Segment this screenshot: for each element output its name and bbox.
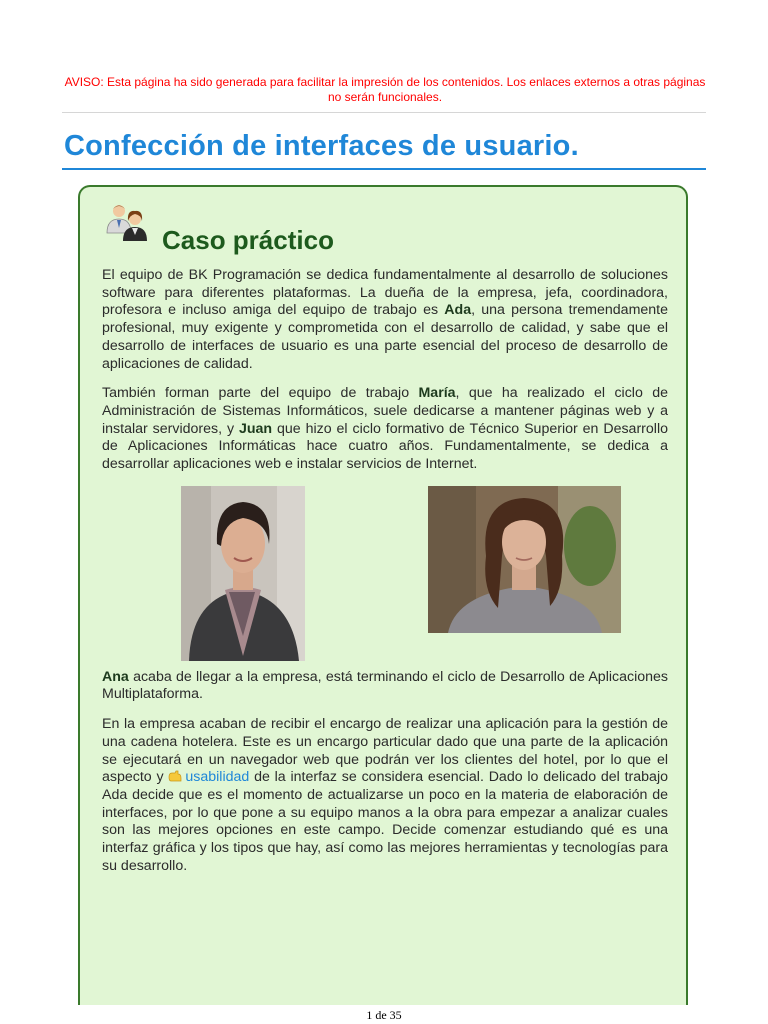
paragraph-2 [102,385,668,474]
paragraph-text: que hizo el ciclo formativo de Técnico Superior en Desarrollo de Aplicaciones Informáticas hace cuatro años. Fundamentalmente, se dedica a desarrollar aplicaciones web e instalar servicios de Internet. [102,420,668,473]
paragraph-text: de la interfaz se considera esencial. Dado lo delicado del trabajo Ada decide que es el momento de actualizarse un poco en la materia de elaboración de interfaces, por lo que pone a su equipo manos a la obra para empezar a analizar cuales son las mejores opciones en este campo. Decide comenzar estudiando qué es una interfaz gráfica y los tipos que hay, así como las mejores herramientas y tecnologías para su desarrollo. [102,769,668,874]
paragraph-text: acaba de llegar a la empresa, está terminando el ciclo de Desarrollo de Aplicaciones Multiplataforma. [102,668,668,703]
page-number: 1 de 35 [366,1008,402,1022]
top-divider [62,112,706,113]
title-underline [62,168,706,170]
caso-practico-body [102,267,668,887]
paragraph-3 [102,669,668,704]
paragraph-text: En la empresa acaban de recibir el encargo de realizar una aplicación para la gestión de una cadena hotelera. Este es un encargo particular dado que una parte de la aplicación se ejecutará en un navegador web que podrán ver los clientes del hotel, por lo que el aspecto y [102,716,668,786]
paragraph-text: También forman parte del equipo de trabajo [102,385,419,402]
name-ana: Ana [102,668,129,685]
paragraph-text: , una persona tremendamente profesional, muy exigente y comprometida con el desarrollo de calidad, y sabe que el desarrollo de interfaces de usuario es una parte esencial del proceso de desarrollo de aplicaciones de calidad. [102,302,668,372]
people-icon [104,201,152,243]
caso-practico-heading: Caso práctico [162,225,334,255]
name-ada: Ada [444,302,472,319]
paragraph-text: , que ha realizado el ciclo de Administración de Sistemas Informáticos, suele dedicarse a mantener páginas web y a instalar servidores, y [102,385,668,437]
name-juan: Juan [238,420,273,437]
caso-practico-card [78,185,688,1005]
ana-photo [181,486,305,661]
maria-photo [428,486,621,633]
usabilidad-link[interactable]: usabilidad [185,769,250,786]
glossary-icon [168,770,182,782]
paragraph-4 [102,716,668,875]
page-title: Confección de interfaces de usuario. [64,130,579,162]
paragraph-text: El equipo de BK Programación se dedica fundamentalmente al desarrollo de soluciones software para diferentes plataformas. La dueña de la empresa, jefa, coordinadora, profesora e incluso amiga del equipo de trabajo es [102,267,668,319]
name-maria: María [418,385,456,402]
print-notice: AVISO: Esta página ha sido generada para facilitar la impresión de los contenidos. Los enlaces externos a otras páginas no serán funcionales. [64,75,706,104]
photos-row [102,486,668,662]
paragraph-1 [102,267,668,373]
